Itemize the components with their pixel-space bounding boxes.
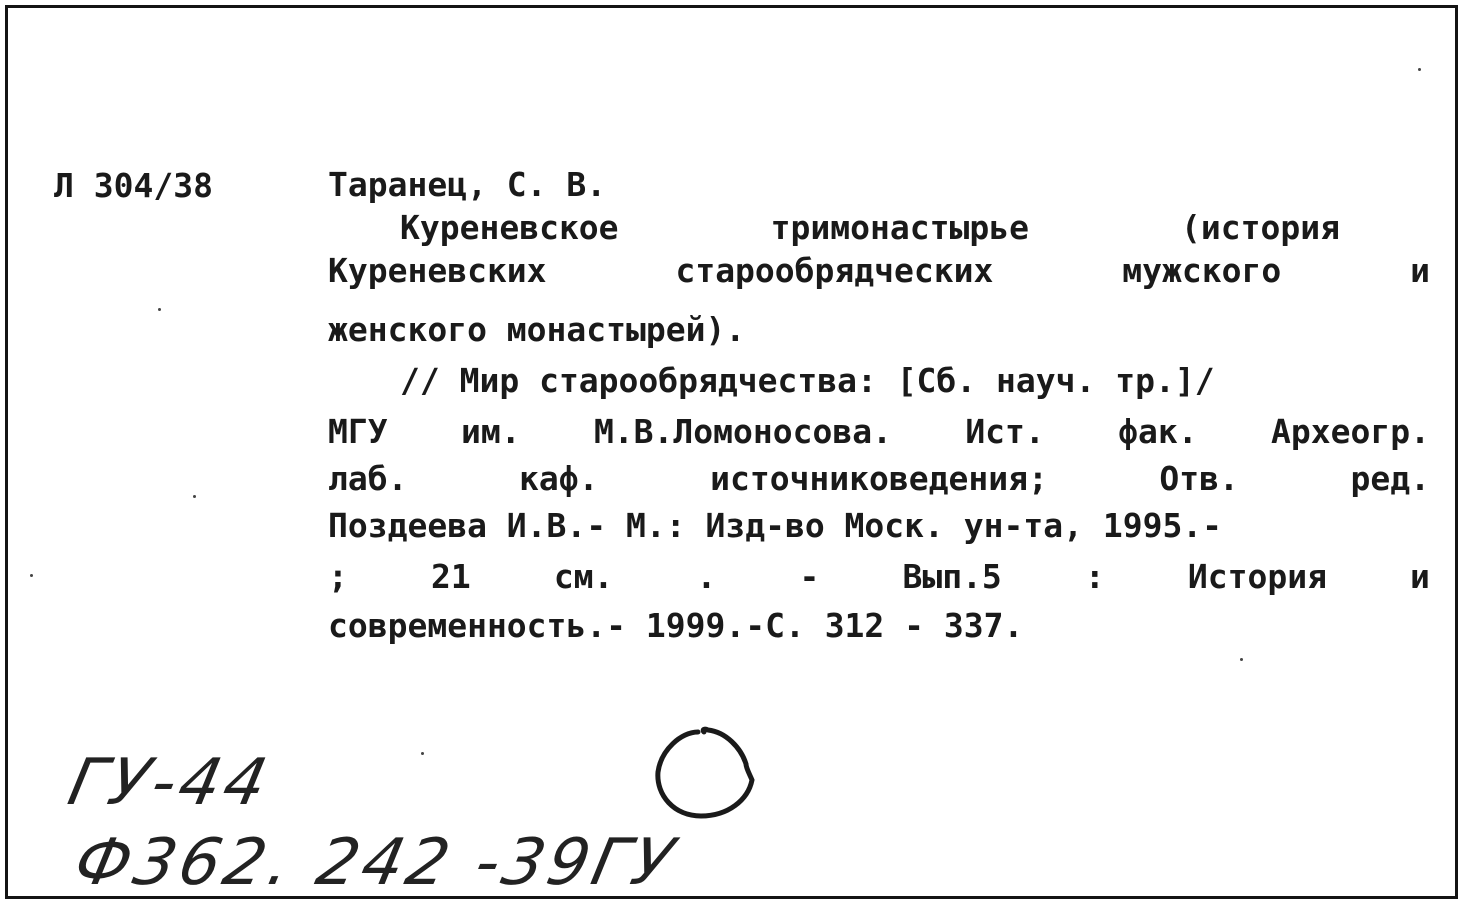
- source-line-5: [328, 557, 1430, 597]
- source-line-3: [328, 459, 1430, 499]
- catalog-card: [5, 5, 1458, 899]
- word: М.В.Ломоносова.: [593, 412, 892, 451]
- speck: [158, 308, 161, 311]
- word: Куреневских: [328, 251, 547, 290]
- title-line-1: [400, 208, 1340, 248]
- word: см.: [553, 557, 614, 596]
- speck: [1418, 68, 1421, 71]
- word: (история: [1181, 208, 1340, 247]
- word: :: [1084, 557, 1105, 596]
- word: лаб.: [328, 459, 408, 498]
- title-line-2: [328, 251, 1430, 291]
- handwritten-note-2: Ф362. 242 -39ГУ: [68, 826, 684, 900]
- word: Ист.: [965, 412, 1045, 451]
- word: .: [696, 557, 717, 596]
- stamp-circle-icon: [646, 720, 761, 830]
- word: каф.: [519, 459, 599, 498]
- word: Куреневское: [400, 208, 619, 247]
- word: и: [1410, 557, 1430, 596]
- word: Отв.: [1159, 459, 1239, 498]
- word: -: [799, 557, 820, 596]
- word: МГУ: [328, 412, 388, 451]
- word: мужского: [1122, 251, 1282, 290]
- speck: [193, 495, 196, 498]
- word: ;: [328, 557, 348, 596]
- shelfmark: Л 304/38: [54, 166, 213, 205]
- word: им.: [460, 412, 521, 451]
- source-line-4: Поздеева И.В.- М.: Изд-во Моск. ун-та, 1995.-: [328, 506, 1223, 545]
- source-line-1: // Мир старообрядчества: [Сб. науч. тр.]/: [400, 361, 1215, 400]
- word: источниковедения;: [710, 459, 1048, 498]
- author: Таранец, С. В.: [328, 165, 607, 204]
- word: История: [1187, 557, 1327, 596]
- word: фак.: [1118, 412, 1198, 451]
- word: и: [1410, 251, 1430, 290]
- speck: [1240, 658, 1243, 661]
- title-line-3: женского монастырей).: [328, 310, 746, 349]
- word: Археогр.: [1271, 412, 1430, 451]
- word: старообрядческих: [675, 251, 994, 290]
- source-line-2: [328, 412, 1430, 452]
- handwritten-note-1: ГУ-44: [62, 746, 278, 820]
- word: тримонастырье: [770, 208, 1029, 247]
- word: ред.: [1350, 459, 1430, 498]
- speck: [30, 574, 33, 577]
- speck: [421, 752, 424, 755]
- word: Вып.5: [902, 557, 1002, 596]
- source-line-6: современность.- 1999.-С. 312 - 337.: [328, 606, 1024, 645]
- word: 21: [430, 557, 471, 596]
